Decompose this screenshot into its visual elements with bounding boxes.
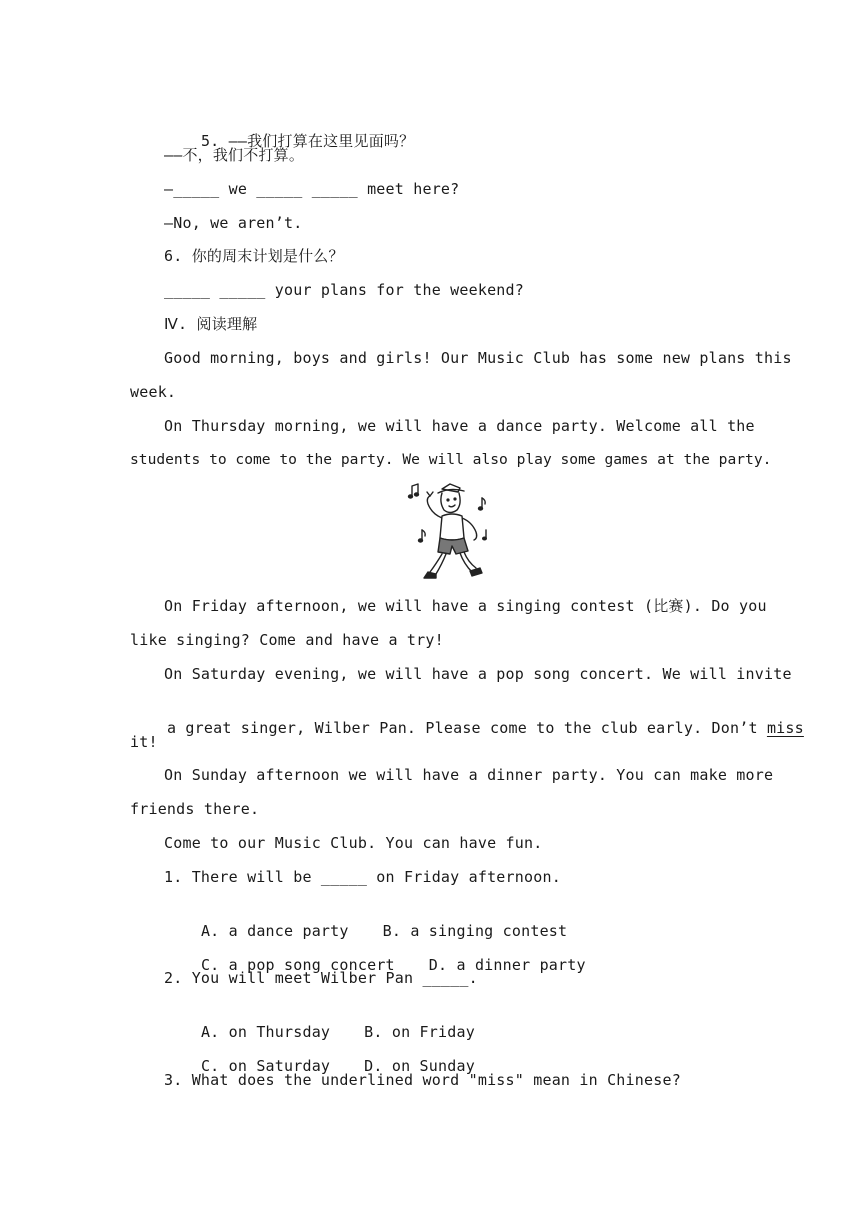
q5-english-blank: —_____ we _____ _____ meet here? <box>164 180 460 198</box>
q6-chinese: 6. 你的周末计划是什么？ <box>164 247 344 265</box>
passage-p3-line1: On Friday afternoon, we will have a singing contest (比赛). Do you <box>164 597 767 615</box>
question-2-stem: 2. You will meet Wilber Pan _____. <box>164 969 478 987</box>
q6-english-blank: _____ _____ your plans for the weekend? <box>164 281 524 299</box>
passage-p5-line1: On Sunday afternoon we will have a dinner party. You can make more <box>164 766 774 784</box>
question-3-stem: 3. What does the underlined word "miss" mean in Chinese? <box>164 1071 681 1089</box>
question-2-option-a: A. on Thursday <box>200 1023 331 1041</box>
q5-chinese-line1: 5. ——我们打算在这里见面吗？ <box>200 132 415 150</box>
q5-english-answer: —No, we aren’t. <box>164 214 303 232</box>
question-2-option-b: B. on Friday <box>364 1023 475 1041</box>
passage-p2-line1: On Thursday morning, we will have a dance party. Welcome all the <box>164 417 755 435</box>
question-1-option-b: B. a singing contest <box>382 922 568 940</box>
underlined-word-miss: miss <box>766 719 804 737</box>
question-1-option-d: D. a dinner party <box>428 956 586 974</box>
question-1-option-a: A. a dance party <box>200 922 349 940</box>
reading-section-heading: Ⅳ. 阅读理解 <box>164 315 258 333</box>
passage-p2-line2: students to come to the party. We will also play some games at the party. <box>130 451 772 468</box>
question-1-option-c: C. a pop song concert <box>200 956 395 974</box>
passage-p4-line3: it! <box>130 733 158 751</box>
passage-p3-line2: like singing? Come and have a try! <box>130 631 444 649</box>
passage-p5-line2: friends there. <box>130 800 260 818</box>
passage-p6: Come to our Music Club. You can have fun. <box>164 834 543 852</box>
passage-p4-line1: On Saturday evening, we will have a pop song concert. We will invite <box>164 665 792 683</box>
passage-p1-line1: Good morning, boys and girls! Our Music Club has some new plans this <box>164 349 792 367</box>
passage-p4-line2 <box>130 698 804 758</box>
question-2-option-d: D. on Sunday <box>364 1057 475 1075</box>
question-1-stem: 1. There will be _____ on Friday afternoon. <box>164 868 561 886</box>
dancing-boy-illustration <box>402 480 492 584</box>
q5-chinese-line2: ——不，我们不打算。 <box>164 146 305 164</box>
passage-p4-line2-text: a great singer, Wilber Pan. Please come to the club early. Don’t <box>166 719 767 737</box>
passage-p1-line2: week. <box>130 383 177 401</box>
question-2-option-c: C. on Saturday <box>200 1057 331 1075</box>
